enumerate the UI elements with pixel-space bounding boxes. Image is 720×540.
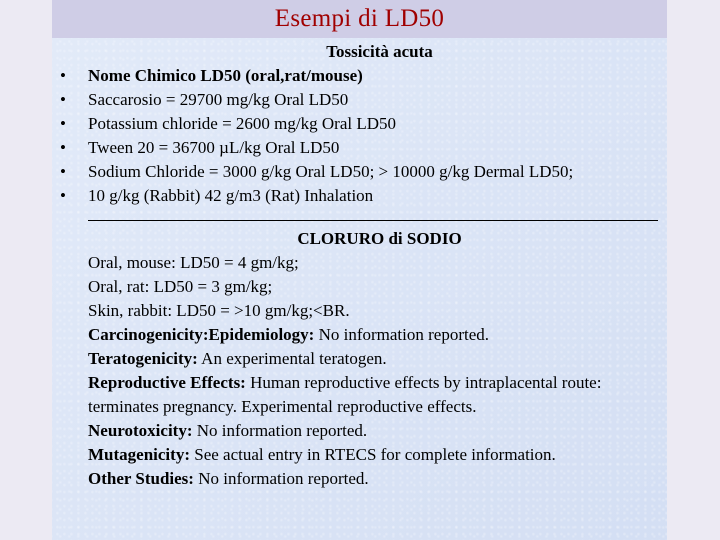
bullet-list — [52, 64, 667, 208]
bullet-icon: • — [60, 186, 66, 205]
ld50-line: Skin, rabbit: LD50 = >10 gm/kg;<BR. — [88, 301, 350, 320]
bullet-icon: • — [60, 114, 66, 133]
entry-text: See actual entry in RTECS for complete information. — [189, 445, 556, 464]
bullet-item — [52, 136, 667, 160]
bullet-text: Sodium Chloride = 3000 g/kg Oral LD50; > 10000 g/kg Dermal LD50; — [88, 162, 574, 181]
section-heading-sodium-chloride: CLORURO di SODIO — [297, 229, 462, 248]
entry-text: No information reported. — [314, 325, 490, 344]
bullet-icon: • — [60, 162, 66, 181]
bullet-text: Tween 20 = 36700 µL/kg Oral LD50 — [88, 138, 340, 157]
entry-text: No information reported. — [193, 469, 369, 488]
ld50-line: Oral, rat: LD50 = 3 gm/kg; — [88, 277, 273, 296]
entry-label: Mutagenicity: — [88, 445, 190, 464]
entry-text: An experimental teratogen. — [197, 349, 387, 368]
bullet-text: Nome Chimico LD50 (oral,rat/mouse) — [88, 66, 363, 85]
entry-label: Reproductive Effects: — [88, 373, 246, 392]
toxicity-entry — [52, 467, 667, 491]
toxicity-entry — [52, 371, 667, 419]
toxicity-entry — [52, 419, 667, 443]
toxicity-entry — [52, 347, 667, 371]
slide-title: Esempi di LD50 — [274, 5, 445, 32]
entry-label: Neurotoxicity: — [88, 421, 193, 440]
entry-text: No information reported. — [192, 421, 368, 440]
bullet-icon: • — [60, 90, 66, 109]
entry-text: Human reproductive effects by intraplacental route: terminates pregnancy. Experimental reproductive effects. — [88, 373, 602, 416]
right-margin-band — [667, 0, 720, 540]
bullet-text: Saccarosio = 29700 mg/kg Oral LD50 — [88, 90, 349, 109]
bullet-text: Potassium chloride = 2600 mg/kg Oral LD50 — [88, 114, 397, 133]
bullet-item — [52, 88, 667, 112]
bullet-text: 10 g/kg (Rabbit) 42 g/m3 (Rat) Inhalation — [88, 186, 374, 205]
entry-label: Other Studies: — [88, 469, 194, 488]
entry-label: Carcinogenicity:Epidemiology: — [88, 325, 315, 344]
ld50-line: Oral, mouse: LD50 = 4 gm/kg; — [88, 253, 299, 272]
entry-label: Teratogenicity: — [88, 349, 198, 368]
horizontal-divider — [88, 208, 658, 221]
toxicity-entry — [52, 323, 667, 347]
bullet-item — [52, 112, 667, 136]
bullet-item — [52, 184, 667, 208]
bullet-icon: • — [60, 138, 66, 157]
bullet-icon: • — [60, 66, 66, 85]
title-bar — [52, 0, 667, 38]
toxicity-entry — [52, 443, 667, 467]
bullet-item — [52, 64, 667, 88]
slide-content — [52, 40, 667, 540]
heading-acute-toxicity: Tossicità acuta — [326, 42, 433, 61]
left-margin-band — [0, 0, 52, 540]
bullet-item — [52, 160, 667, 184]
